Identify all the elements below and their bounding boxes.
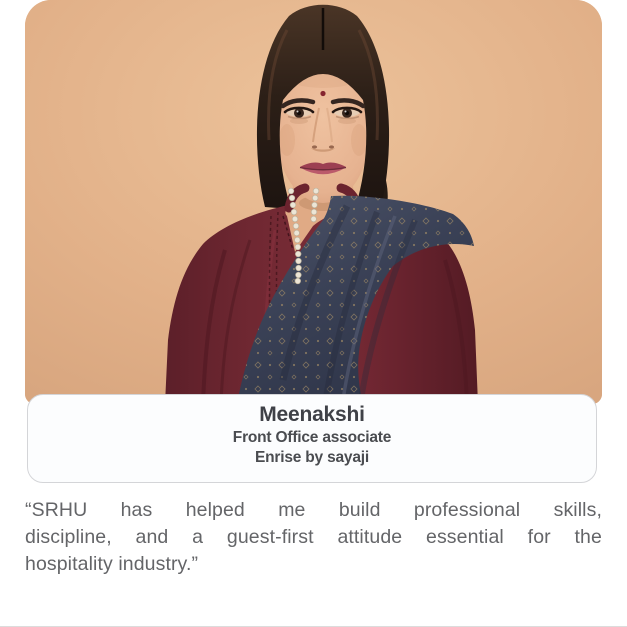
person-info-card bbox=[27, 394, 597, 483]
person-organization: Enrise by sayaji bbox=[255, 449, 369, 466]
person-name: Meenakshi bbox=[259, 403, 365, 426]
quote-line: discipline, and a guest-first attitude essential for the bbox=[25, 526, 602, 548]
bindi bbox=[320, 91, 325, 96]
person-role: Front Office associate bbox=[232, 429, 392, 446]
testimonial-quote bbox=[25, 497, 602, 578]
portrait-photo bbox=[25, 0, 602, 404]
quote-line: “SRHU has helped me build professional skills, bbox=[25, 499, 602, 521]
portrait-illustration bbox=[25, 0, 602, 404]
quote-line: hospitality industry.” bbox=[25, 553, 199, 575]
